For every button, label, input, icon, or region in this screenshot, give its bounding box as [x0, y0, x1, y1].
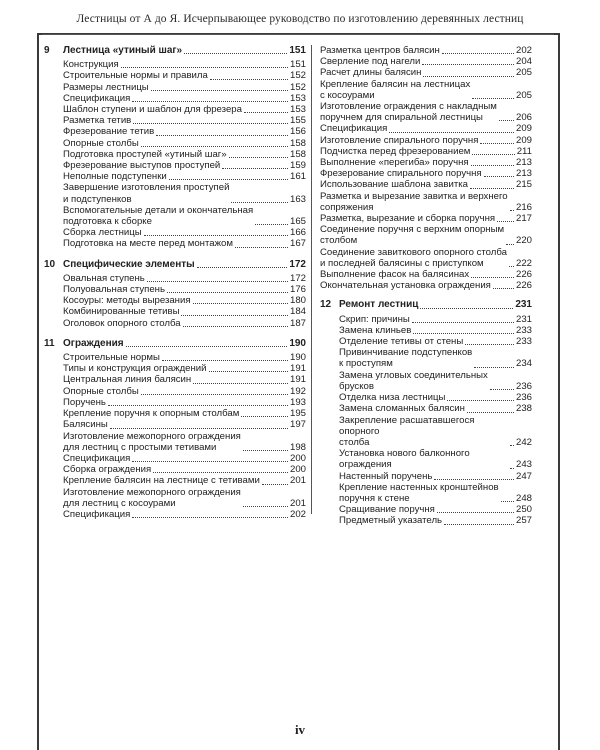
dot-leader — [506, 244, 514, 245]
dot-leader — [255, 224, 288, 225]
chapter-entries — [44, 352, 306, 520]
dot-leader — [193, 303, 288, 304]
toc-entry — [320, 168, 532, 179]
entry-title: Замена сломанных балясин — [339, 403, 465, 415]
chapter-heading — [44, 45, 306, 56]
entry-title: Фрезерование спирального поручня — [320, 168, 482, 180]
toc-entry — [63, 227, 306, 238]
toc-entry — [339, 370, 532, 392]
dot-leader — [510, 445, 514, 446]
toc-entry — [320, 157, 532, 168]
toc-entry — [320, 135, 532, 146]
entry-page: 226 — [515, 269, 532, 281]
toc-entry — [320, 191, 532, 213]
dot-leader — [472, 98, 514, 99]
chapter-entries — [44, 59, 306, 249]
dot-leader — [243, 450, 288, 451]
entry-title: Вспомогательные детали и окончательная подготовка к сборке — [63, 204, 254, 228]
dot-leader — [162, 360, 288, 361]
chapter-heading — [44, 338, 306, 349]
entry-title: Косоуры: методы вырезания — [63, 295, 191, 307]
entry-page: 209 — [515, 123, 532, 135]
entry-page: 153 — [289, 92, 306, 104]
chapter-title: Ограждения — [63, 337, 124, 349]
entry-page: 190 — [289, 352, 306, 364]
entry-title: Спецификация — [63, 92, 131, 104]
entry-page: 161 — [289, 171, 306, 183]
dot-leader — [229, 157, 288, 158]
entry-page: 222 — [515, 257, 532, 269]
dot-leader — [465, 344, 514, 345]
entry-title: Замена угловых соединительных брусков — [339, 369, 488, 392]
dot-leader — [437, 512, 514, 513]
dot-leader — [510, 468, 514, 469]
dot-leader — [442, 53, 514, 54]
toc-entry — [339, 415, 532, 449]
entry-page: 198 — [289, 441, 306, 453]
entry-title: Окончательная установка ограждения — [320, 280, 491, 292]
toc-entry — [63, 138, 306, 149]
entry-title: Крепление поручня к опорным столбам — [63, 408, 240, 420]
chapter-page: 231 — [515, 299, 532, 311]
dot-leader — [241, 416, 288, 417]
dot-leader — [184, 53, 287, 54]
entry-page: 206 — [515, 112, 532, 124]
entry-page: 250 — [515, 504, 532, 516]
entry-page: 176 — [289, 284, 306, 296]
toc-entry — [63, 238, 306, 249]
toc-entry — [63, 318, 306, 329]
entry-title: Центральная линия балясин — [63, 374, 192, 386]
entry-page: 234 — [515, 358, 532, 370]
page-number: iv — [294, 722, 306, 737]
toc-entry — [63, 82, 306, 93]
toc-entry — [63, 352, 306, 363]
toc-entry — [320, 280, 532, 291]
toc-entry — [63, 284, 306, 295]
toc-entry — [339, 336, 532, 347]
entry-page: 167 — [289, 238, 306, 250]
dot-leader — [497, 221, 514, 222]
chapter-gap — [44, 329, 306, 338]
entry-title: Фрезерование тетив — [63, 126, 155, 138]
dot-leader — [413, 333, 514, 334]
entry-title: Подготовка проступей «утиный шаг» — [63, 148, 227, 160]
entry-page: 192 — [289, 385, 306, 397]
entry-page: 200 — [289, 464, 306, 476]
toc-entry — [63, 453, 306, 464]
entry-page: 195 — [289, 408, 306, 420]
entry-title: Скрип: причины — [339, 313, 410, 325]
dot-leader — [501, 501, 514, 502]
toc-entry — [63, 182, 306, 204]
entry-title: Оголовок опорного столба — [63, 317, 181, 329]
entry-page: 248 — [515, 492, 532, 504]
entry-title: Размеры лестницы — [63, 81, 149, 93]
dot-leader — [151, 90, 288, 91]
entry-page: 238 — [515, 403, 532, 415]
dot-leader — [243, 506, 288, 507]
entry-title: Неполные подступенки — [63, 171, 167, 183]
entry-title: Полуовальная ступень — [63, 284, 165, 296]
entry-title: Фрезерование выступов проступей — [63, 160, 221, 172]
chapter-12 — [320, 299, 532, 526]
dot-leader — [210, 79, 288, 80]
entry-page: 213 — [515, 168, 532, 180]
entry-title: Изготовление ограждения с накладным поручнем для спиральной лестницы — [320, 101, 497, 124]
dot-leader — [153, 472, 288, 473]
dot-leader — [474, 367, 514, 368]
chapter-page: 151 — [289, 45, 306, 56]
dot-leader — [470, 188, 514, 189]
dot-leader — [156, 135, 288, 136]
chapter-heading — [44, 259, 306, 270]
toc-entry — [63, 70, 306, 81]
toc-entry — [320, 101, 532, 123]
dot-leader — [121, 67, 288, 68]
entry-page: 247 — [515, 470, 532, 482]
toc-entry — [63, 115, 306, 126]
toc-entry — [320, 123, 532, 134]
chapter-title: Лестница «утиный шаг» — [63, 45, 183, 56]
chapter-title: Ремонт лестниц — [339, 299, 419, 311]
toc-entry — [339, 403, 532, 414]
entry-title: Крепление балясин на лестнице с тетивами — [63, 475, 260, 487]
toc-entry — [63, 464, 306, 475]
entry-page: 204 — [515, 56, 532, 68]
entry-page: 205 — [515, 89, 532, 101]
dot-leader — [420, 308, 513, 309]
chapter-number: 11 — [44, 337, 55, 349]
toc-entry — [63, 386, 306, 397]
entry-title: Закрепление расшатавшегося опорного столба — [339, 414, 475, 448]
toc-entry — [339, 471, 532, 482]
chapter-entries — [320, 314, 532, 527]
dot-leader — [434, 479, 514, 480]
toc-entry — [339, 325, 532, 336]
entry-title: Опорные столбы — [63, 385, 139, 397]
entry-page: 201 — [289, 497, 306, 509]
entry-title: Сборка ограждения — [63, 464, 152, 476]
toc-entry — [320, 67, 532, 78]
dot-leader — [144, 235, 288, 236]
toc-entry — [339, 347, 532, 369]
entry-page: 191 — [289, 363, 306, 375]
toc-entry — [63, 419, 306, 430]
toc-entry — [63, 205, 306, 227]
entry-title: Конструкция — [63, 59, 119, 71]
entry-title: Замена клиньев — [339, 324, 412, 336]
entry-title: Разметка центров балясин — [320, 45, 440, 56]
dot-leader — [132, 461, 288, 462]
entry-title: Спецификация — [320, 123, 388, 135]
entry-page: 202 — [515, 45, 532, 56]
dot-leader — [133, 123, 288, 124]
entry-page: 215 — [515, 179, 532, 191]
entry-page: 213 — [515, 157, 532, 169]
entry-title: Разметка и вырезание завитка и верхнего сопряжения — [320, 190, 508, 213]
running-header: Лестницы от А до Я. Исчерпывающее руководство по изготовлению деревянных лестниц — [76, 13, 524, 25]
entry-title: Выполнение «перегиба» поручня — [320, 157, 469, 169]
entry-title: Овальная ступень — [63, 272, 145, 284]
entry-title: Разметка, вырезание и сборка поручня — [320, 213, 496, 225]
entry-title: Разметка тетив — [63, 115, 132, 127]
toc-entry — [320, 269, 532, 280]
toc-entry — [320, 45, 532, 56]
dot-leader — [490, 389, 514, 390]
entry-page: 155 — [289, 115, 306, 127]
dot-leader — [167, 292, 288, 293]
entry-page: 193 — [289, 396, 306, 408]
chapter-page: 172 — [289, 258, 306, 270]
entry-title: Отделка низа лестницы — [339, 392, 446, 404]
dot-leader — [484, 176, 514, 177]
toc-entry — [63, 295, 306, 306]
entry-page: 156 — [289, 126, 306, 138]
entry-title: Спецификация — [63, 452, 131, 464]
toc-entry — [339, 515, 532, 526]
chapter-heading — [320, 299, 532, 310]
continued-entries — [320, 45, 532, 291]
chapter-number: 12 — [320, 299, 332, 311]
chapter-number: 9 — [44, 45, 50, 56]
chapter-block — [320, 299, 532, 526]
toc-entry — [63, 59, 306, 70]
entry-title: Спецификация — [63, 508, 131, 520]
dot-leader — [169, 179, 288, 180]
toc-entry — [320, 213, 532, 224]
entry-page: 200 — [289, 452, 306, 464]
entry-title: Строительные нормы — [63, 352, 160, 364]
toc-entry — [339, 392, 532, 403]
entry-title: Соединение завиткового опорного столба и последней балясины с приступком — [320, 246, 508, 269]
entry-title: Изготовление спирального поручня — [320, 134, 479, 146]
toc-entry — [339, 482, 532, 504]
chapter-block — [44, 338, 306, 520]
dot-leader — [510, 210, 514, 211]
chapter-page: 190 — [289, 337, 306, 349]
entry-title: Балясины — [63, 419, 108, 431]
entry-title: Крепление балясин на лестницах с косоурами — [320, 78, 471, 101]
dot-leader — [480, 143, 514, 144]
toc-entry — [63, 475, 306, 486]
entry-page: 209 — [515, 134, 532, 146]
entry-page: 191 — [289, 374, 306, 386]
entry-title: Расчет длины балясин — [320, 67, 422, 79]
column-divider — [311, 45, 312, 514]
toc-entry — [320, 247, 532, 269]
toc-entry — [339, 314, 532, 325]
dot-leader — [231, 202, 288, 203]
toc-right-column — [320, 45, 532, 527]
chapter-entries — [44, 273, 306, 329]
dot-leader — [422, 64, 514, 65]
entry-title: Изготовление межопорного ограждения для лестниц с косоурами — [63, 486, 241, 509]
dot-leader — [472, 154, 514, 155]
dot-leader — [183, 326, 288, 327]
entry-title: Использование шаблона завитка — [320, 179, 468, 191]
entry-page: 180 — [289, 295, 306, 307]
entry-page: 158 — [289, 148, 306, 160]
dot-leader — [262, 484, 288, 485]
chapter-gap — [44, 250, 306, 259]
entry-title: Комбинированные тетивы — [63, 306, 180, 318]
chapter-block — [44, 45, 306, 250]
entry-page: 158 — [289, 137, 306, 149]
dot-leader — [423, 76, 514, 77]
toc-entry — [63, 93, 306, 104]
toc-entry — [63, 363, 306, 374]
toc-entry — [63, 104, 306, 115]
entry-title: Отделение тетивы от стены — [339, 336, 464, 348]
entry-page: 216 — [515, 201, 532, 213]
entry-page: 151 — [289, 59, 306, 71]
dot-leader — [444, 524, 514, 525]
entry-title: Завершение изготовления проступей и подступенков — [63, 182, 230, 205]
entry-title: Строительные нормы и правила — [63, 70, 208, 82]
entry-page: 184 — [289, 306, 306, 318]
dot-leader — [147, 281, 288, 282]
toc-entry — [63, 408, 306, 419]
entry-title: Типы и конструкция ограждений — [63, 363, 207, 375]
dot-leader — [244, 112, 288, 113]
entry-title: Сборка лестницы — [63, 227, 142, 239]
entry-page: 202 — [289, 508, 306, 520]
dot-leader — [141, 146, 288, 147]
dot-leader — [126, 346, 288, 347]
entry-page: 236 — [515, 392, 532, 404]
toc-entry — [63, 160, 306, 171]
dot-leader — [193, 383, 288, 384]
entry-title: Крепление настенных кронштейнов поручня к стене — [339, 481, 499, 504]
toc-entry — [320, 79, 532, 101]
entry-page: 233 — [515, 324, 532, 336]
dot-leader — [447, 400, 514, 401]
entry-page: 152 — [289, 81, 306, 93]
entry-title: Сверление под нагели — [320, 56, 421, 68]
entry-title: Подготовка на месте перед монтажом — [63, 238, 233, 250]
dot-leader — [467, 412, 514, 413]
entry-title: Привинчивание подступенков к проступям — [339, 347, 473, 370]
toc-entry — [339, 448, 532, 470]
toc-entry — [320, 56, 532, 67]
dot-leader — [389, 132, 514, 133]
entry-title: Опорные столбы — [63, 137, 139, 149]
toc-entry — [63, 273, 306, 284]
toc-entry — [320, 179, 532, 190]
entry-title: Установка нового балконного ограждения — [339, 448, 470, 471]
dot-leader — [499, 120, 514, 121]
entry-page: 205 — [515, 67, 532, 79]
dot-leader — [197, 267, 288, 268]
dot-leader — [471, 277, 514, 278]
dot-leader — [235, 247, 288, 248]
entry-page: 152 — [289, 70, 306, 82]
entry-page: 233 — [515, 336, 532, 348]
toc-entry — [63, 431, 306, 453]
entry-page: 159 — [289, 160, 306, 172]
entry-title: Предметный указатель — [339, 515, 443, 527]
entry-title: Шаблон ступени и шаблон для фрезера — [63, 104, 242, 116]
toc-entry — [63, 306, 306, 317]
toc-entry — [339, 504, 532, 515]
dot-leader — [209, 371, 288, 372]
dot-leader — [132, 517, 288, 518]
toc-entry — [63, 171, 306, 182]
entry-title: Изготовление межопорного ограждения для лестниц с простыми тетивами — [63, 430, 241, 453]
entry-page: 231 — [515, 313, 532, 325]
entry-page: 257 — [515, 515, 532, 527]
entry-title: Соединение поручня с верхним опорным столбом — [320, 224, 505, 247]
entry-page: 165 — [289, 216, 306, 228]
dot-leader — [222, 168, 288, 169]
entry-title: Выполнение фасок на балясинах — [320, 269, 470, 281]
entry-page: 197 — [289, 419, 306, 431]
dot-leader — [412, 322, 514, 323]
toc-entry — [320, 146, 532, 157]
entry-page: 226 — [515, 280, 532, 292]
entry-page: 172 — [289, 272, 306, 284]
dot-leader — [108, 405, 288, 406]
dot-leader — [141, 394, 288, 395]
dot-leader — [181, 315, 288, 316]
toc-entry — [63, 149, 306, 160]
entry-title: Сращивание поручня — [339, 504, 435, 516]
entry-page: 236 — [515, 380, 532, 392]
dot-leader — [471, 165, 514, 166]
dot-leader — [493, 288, 514, 289]
toc-left-column — [44, 45, 306, 520]
entry-page: 201 — [289, 475, 306, 487]
entry-page: 243 — [515, 459, 532, 471]
entry-page: 211 — [516, 145, 532, 157]
dot-leader — [110, 428, 288, 429]
entry-title: Подчистка перед фрезерованием — [320, 145, 471, 157]
toc-entry — [63, 374, 306, 385]
toc-entry — [63, 397, 306, 408]
entry-page: 163 — [289, 193, 306, 205]
dot-leader — [509, 266, 514, 267]
header-rule — [42, 34, 554, 35]
entry-page: 187 — [289, 317, 306, 329]
toc-entry — [63, 509, 306, 520]
entry-page: 166 — [289, 227, 306, 239]
toc-entry — [320, 224, 532, 246]
entry-title: Поручень — [63, 396, 106, 408]
toc-entry — [63, 126, 306, 137]
entry-page: 242 — [515, 436, 532, 448]
dot-leader — [132, 101, 288, 102]
chapter-block — [44, 259, 306, 329]
entry-page: 153 — [289, 104, 306, 116]
chapter-number: 10 — [44, 258, 56, 270]
entry-page: 217 — [515, 213, 532, 225]
chapter-title: Специфические элементы — [63, 258, 195, 270]
entry-page: 220 — [515, 235, 532, 247]
entry-title: Настенный поручень — [339, 470, 433, 482]
toc-entry — [63, 487, 306, 509]
